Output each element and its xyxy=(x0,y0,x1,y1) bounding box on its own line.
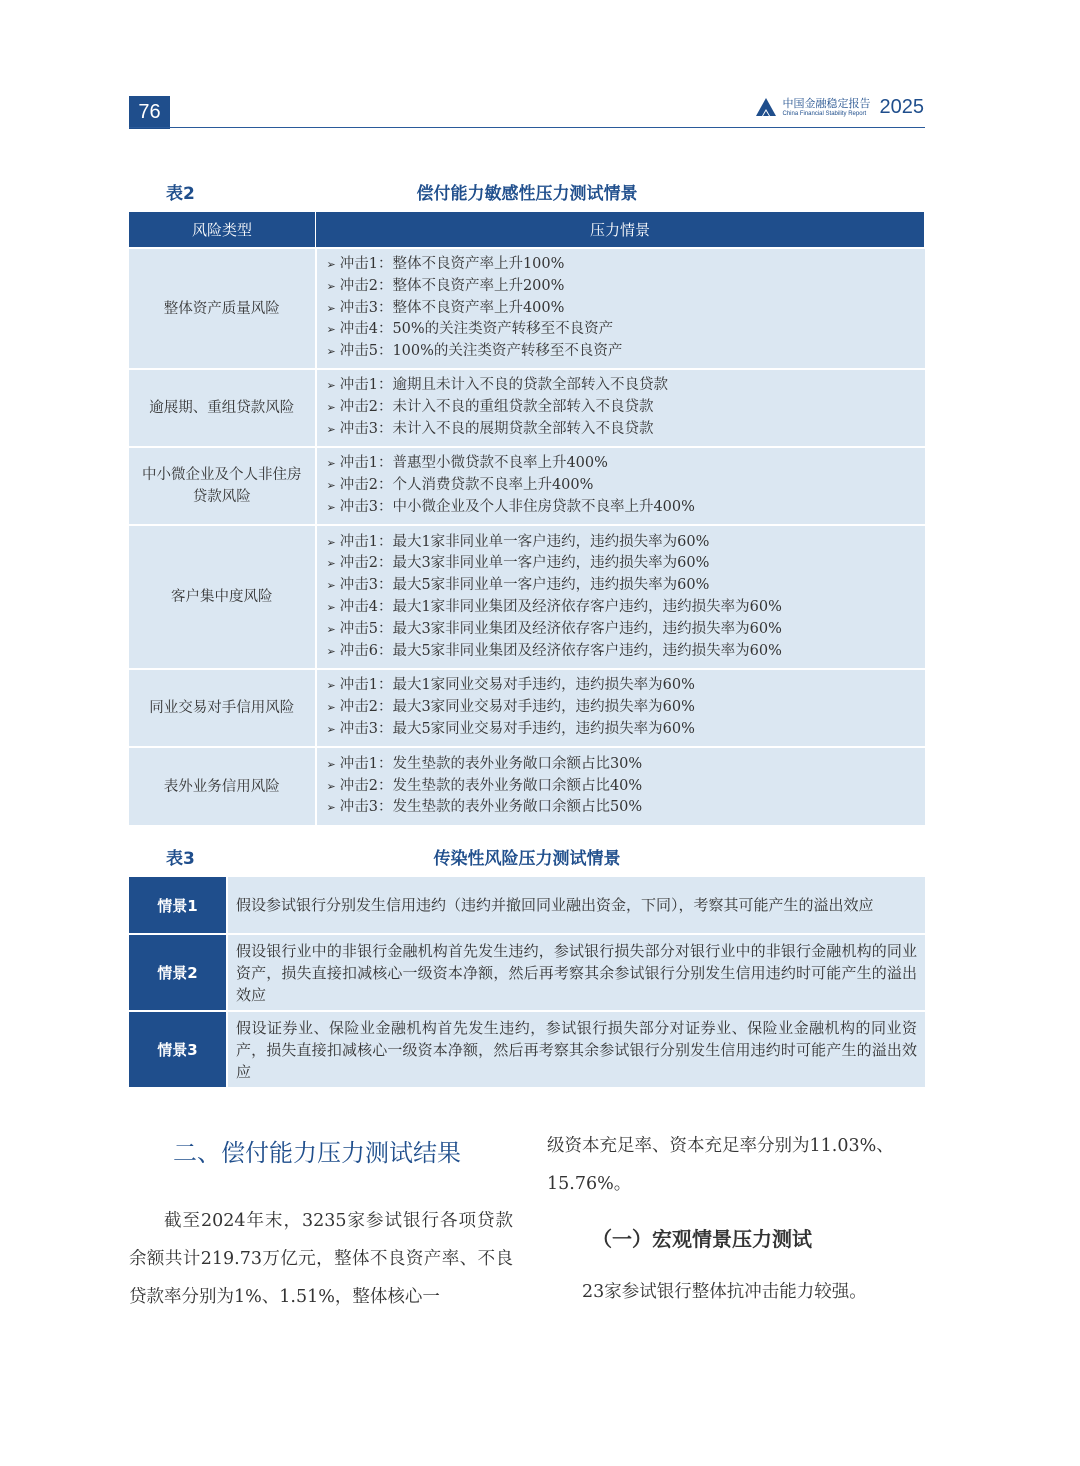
table2-scenario-item xyxy=(327,597,915,619)
table2-risk-type-cell: 中小微企业及个人非住房贷款风险 xyxy=(129,447,316,525)
table2-scenario-text: 冲击1：逾期且未计入不良的贷款全部转入不良贷款 xyxy=(339,377,668,394)
arrow-bullet-icon: ➢ xyxy=(326,345,336,359)
table2-risk-type-cell: 整体资产质量风险 xyxy=(129,248,316,369)
arrow-bullet-icon: ➢ xyxy=(326,679,336,693)
table2-scenario-cell xyxy=(316,747,925,825)
table2-scenario-item xyxy=(327,697,915,719)
table2-scenario-item xyxy=(327,453,915,475)
table2-number: 表2 xyxy=(166,184,195,204)
table2-scenario-text: 冲击2：发生垫款的表外业务敞口余额占比40% xyxy=(339,777,643,794)
table2-row xyxy=(129,747,925,825)
table2-scenario-text: 冲击2：整体不良资产率上升200% xyxy=(339,277,565,294)
table2-risk-type-cell: 表外业务信用风险 xyxy=(129,747,316,825)
table2-scenario-item xyxy=(327,375,915,397)
table3-row xyxy=(129,1011,925,1088)
arrow-bullet-icon: ➢ xyxy=(326,500,336,514)
table3-caption xyxy=(129,844,925,868)
table2-scenario-text: 冲击5：100%的关注类资产转移至不良资产 xyxy=(339,343,623,360)
table2-scenario-text: 冲击3：整体不良资产率上升400% xyxy=(339,299,565,316)
arrow-bullet-icon: ➢ xyxy=(326,701,336,715)
paragraph-right: 23家参试银行整体抗冲击能力较强。 xyxy=(582,1282,867,1302)
paragraph-left: 截至2024年末，3235家参试银行各项贷款余额共计219.73万亿元，整体不良资产率、不良贷款率分别为1%、1.51%，整体核心一 xyxy=(129,1211,513,1307)
table2-header-risk-type: 风险类型 xyxy=(129,212,316,248)
table2-scenario-item xyxy=(327,298,915,320)
arrow-bullet-icon: ➢ xyxy=(326,622,336,636)
table2-scenario-item xyxy=(327,619,915,641)
table2-scenario-item xyxy=(327,641,915,663)
table2-scenario-text: 冲击4：最大1家非同业集团及经济依存客户违约，违约损失率为60% xyxy=(339,599,782,615)
table2-header-stress-scenario: 压力情景 xyxy=(316,212,925,248)
table2-scenario-cell xyxy=(316,248,925,369)
table2-scenario-cell xyxy=(316,369,925,447)
table3-number: 表3 xyxy=(166,849,195,869)
arrow-bullet-icon: ➢ xyxy=(326,801,336,815)
arrow-bullet-icon: ➢ xyxy=(326,323,336,337)
table3-scenario-description: 假设参试银行分别发生信用违约（违约并撤回同业融出资金，下同），考察其可能产生的溢出效应 xyxy=(227,877,925,934)
table2-title: 偿付能力敏感性压力测试情景 xyxy=(416,184,638,204)
table2-scenario-item xyxy=(327,675,915,697)
arrow-bullet-icon: ➢ xyxy=(326,379,336,393)
table3-scenario-label: 情景2 xyxy=(129,934,227,1011)
table2-scenario-text: 冲击4：50%的关注类资产转移至不良资产 xyxy=(339,321,614,338)
table2-scenario-item xyxy=(327,776,915,798)
section-title: 二、偿付能力压力测试结果 xyxy=(173,1139,461,1167)
table2-row xyxy=(129,447,925,525)
table2-row xyxy=(129,525,925,669)
table2-scenario-cell xyxy=(316,669,925,747)
table2-scenario-text: 冲击2：最大3家同业交易对手违约，违约损失率为60% xyxy=(339,699,695,716)
table2-risk-type-cell: 同业交易对手信用风险 xyxy=(129,669,316,747)
table2-scenario-item xyxy=(327,497,915,519)
arrow-bullet-icon: ➢ xyxy=(326,401,336,415)
table3-row xyxy=(129,877,925,934)
arrow-bullet-icon: ➢ xyxy=(326,557,336,571)
report-brand xyxy=(755,96,925,119)
arrow-bullet-icon: ➢ xyxy=(326,479,336,493)
table3-scenario-description: 假设银行业中的非银行金融机构首先发生违约，参试银行损失部分对银行业中的非银行金融机构的同业资产，损失直接扣减核心一级资本净额，然后再考察其余参试银行分别发生信用违约时可能产生的溢出效应 xyxy=(227,934,925,1011)
table3-row xyxy=(129,934,925,1011)
table2-scenario-item xyxy=(327,276,915,298)
table2-scenario-text: 冲击1：最大1家同业交易对手违约，违约损失率为60% xyxy=(339,677,695,694)
table2-scenario-item xyxy=(327,319,915,341)
table2-scenario-text: 冲击1：普惠型小微贷款不良率上升400% xyxy=(339,455,608,472)
table3-scenario-label: 情景3 xyxy=(129,1011,227,1088)
table2-risk-type-cell: 逾展期、重组贷款风险 xyxy=(129,369,316,447)
arrow-bullet-icon: ➢ xyxy=(326,601,336,614)
table2-scenario-item xyxy=(327,341,915,363)
table2-scenario-text: 冲击1：整体不良资产率上升100% xyxy=(339,256,565,272)
table2-scenario-text: 冲击3：发生垫款的表外业务敞口余额占比50% xyxy=(339,799,643,816)
header-rule xyxy=(129,127,925,128)
table2-scenario-item xyxy=(327,532,915,554)
brand-title-en: China Financial Stability Report xyxy=(782,111,867,117)
arrow-bullet-icon: ➢ xyxy=(326,279,336,293)
table2-scenario-text: 冲击2：个人消费贷款不良率上升400% xyxy=(339,477,594,494)
table2-scenario-text: 冲击3：最大5家同业交易对手违约，违约损失率为60% xyxy=(339,720,695,737)
table2-row xyxy=(129,248,925,369)
arrow-bullet-icon: ➢ xyxy=(326,779,336,793)
paragraph-right-continued: 级资本充足率、资本充足率分别为11.03%、15.76%。 xyxy=(547,1136,894,1194)
arrow-bullet-icon: ➢ xyxy=(326,579,336,593)
table3-title: 传染性风险压力测试情景 xyxy=(433,849,621,869)
table2-scenario-cell xyxy=(316,525,925,669)
table3-scenario-description: 假设证券业、保险业金融机构首先发生违约，参试银行损失部分对证券业、保险业金融机构的同业资产，损失直接扣减核心一级资本净额，然后再考察其余参试银行分别发生信用违约时可能产生的溢出效应 xyxy=(227,1011,925,1088)
table2-scenario-text: 冲击5：最大3家非同业集团及经济依存客户违约，违约损失率为60% xyxy=(339,620,782,637)
subsection-title: （一）宏观情景压力测试 xyxy=(592,1227,812,1251)
table3 xyxy=(129,877,925,1089)
arrow-bullet-icon: ➢ xyxy=(326,457,336,471)
arrow-bullet-icon: ➢ xyxy=(326,258,336,271)
table2-row xyxy=(129,669,925,747)
table2-row xyxy=(129,369,925,447)
report-logo-icon xyxy=(755,97,777,119)
table2-scenario-text: 冲击2：未计入不良的重组贷款全部转入不良贷款 xyxy=(339,399,654,416)
table2-scenario-text: 冲击1：发生垫款的表外业务敞口余额占比30% xyxy=(339,755,643,772)
table2-scenario-text: 冲击2：最大3家非同业单一客户违约，违约损失率为60% xyxy=(339,555,710,572)
table2-scenario-item xyxy=(327,719,915,741)
brand-title-cn: 中国金融稳定报告 xyxy=(782,97,871,110)
table2-scenario-cell xyxy=(316,447,925,525)
table2-scenario-item xyxy=(327,553,915,575)
table2-scenario-text: 冲击3：最大5家非同业单一客户违约，违约损失率为60% xyxy=(339,577,710,594)
table2 xyxy=(129,212,925,825)
arrow-bullet-icon: ➢ xyxy=(326,644,336,658)
table2-scenario-item xyxy=(327,254,915,276)
table2-scenario-item xyxy=(327,475,915,497)
table2-scenario-text: 冲击3：未计入不良的展期贷款全部转入不良贷款 xyxy=(339,420,654,437)
table2-scenario-item xyxy=(327,419,915,441)
table2-caption xyxy=(129,179,925,203)
table2-scenario-text: 冲击1：最大1家非同业单一客户违约，违约损失率为60% xyxy=(339,533,710,550)
arrow-bullet-icon: ➢ xyxy=(326,757,336,771)
table2-scenario-item xyxy=(327,797,915,819)
table2-scenario-item xyxy=(327,754,915,776)
page-number: 76 xyxy=(129,96,170,129)
arrow-bullet-icon: ➢ xyxy=(326,301,336,315)
arrow-bullet-icon: ➢ xyxy=(326,722,336,736)
brand-year: 2025 xyxy=(879,96,924,118)
table2-scenario-text: 冲击3：中小微企业及个人非住房贷款不良率上升400% xyxy=(339,498,695,515)
table3-scenario-label: 情景1 xyxy=(129,877,227,934)
table2-risk-type-cell: 客户集中度风险 xyxy=(129,525,316,669)
table2-scenario-item xyxy=(327,575,915,597)
arrow-bullet-icon: ➢ xyxy=(326,535,336,549)
table2-scenario-item xyxy=(327,397,915,419)
arrow-bullet-icon: ➢ xyxy=(326,422,336,436)
table2-scenario-text: 冲击6：最大5家非同业集团及经济依存客户违约，违约损失率为60% xyxy=(339,642,782,659)
